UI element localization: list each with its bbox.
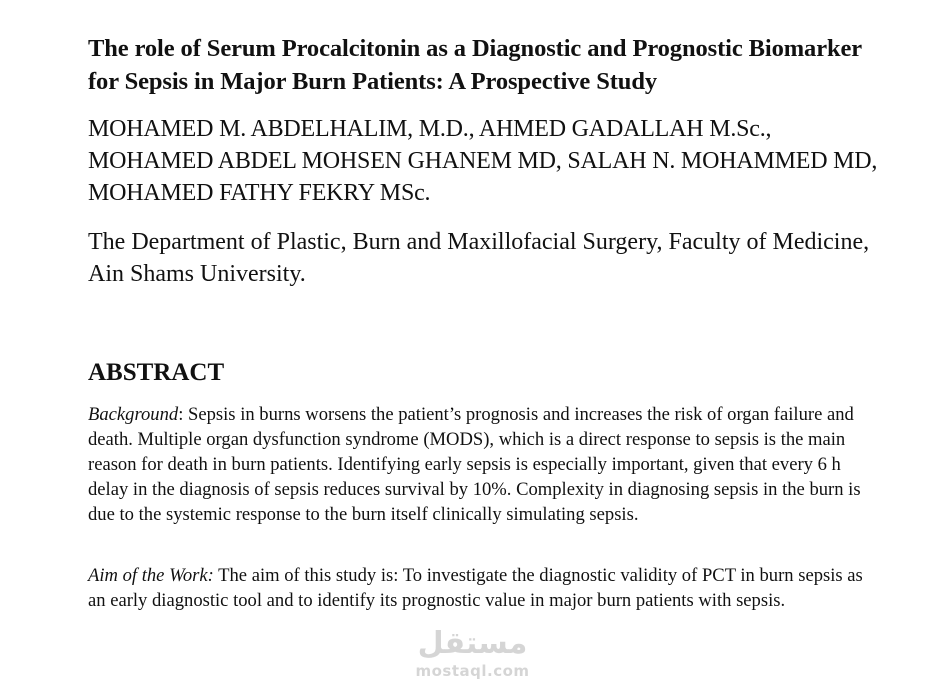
background-text: : Sepsis in burns worsens the patient’s prognosis and increases the risk of organ failure and death. Multiple organ dysfunction syndrome (MODS), which is a direct response to sepsis is the main reason for death in burn patients. Identifying early sepsis is especially important, given that every 6 h delay in the diagnosis of sepsis reduces survival by 10%. Complexity in diagnosing sepsis in the burn is due to the systemic response to the burn itself clinically simulating sepsis. — [88, 404, 861, 525]
aim-paragraph — [88, 563, 878, 613]
abstract-heading: ABSTRACT — [88, 359, 225, 386]
aim-label: Aim of the Work: — [88, 565, 214, 586]
author-list: MOHAMED M. ABDELHALIM, M.D., AHMED GADALLAH M.Sc., MOHAMED ABDEL MOHSEN GHANEM MD, SALAH N. MOHAMMED MD, MOHAMED FATHY FEKRY MSc. — [88, 116, 878, 206]
paper-page — [88, 32, 878, 613]
background-paragraph — [88, 402, 878, 527]
watermark-arabic: مستقل — [417, 626, 528, 661]
watermark-logo — [405, 626, 540, 688]
watermark-latin: mostaql.com — [415, 662, 530, 680]
paper-title: The role of Serum Procalcitonin as a Diagnostic and Prognostic Biomarker for Sepsis in Major Burn Patients: A Prospective Study — [88, 35, 862, 95]
affiliation: The Department of Plastic, Burn and Maxillofacial Surgery, Faculty of Medicine, Ain Shams University. — [88, 229, 870, 287]
background-label: Background — [88, 404, 179, 425]
aim-text: The aim of this study is: To investigate the diagnostic validity of PCT in burn sepsis as an early diagnostic tool and to identify its prognostic value in major burn patients with sepsis. — [88, 565, 863, 611]
